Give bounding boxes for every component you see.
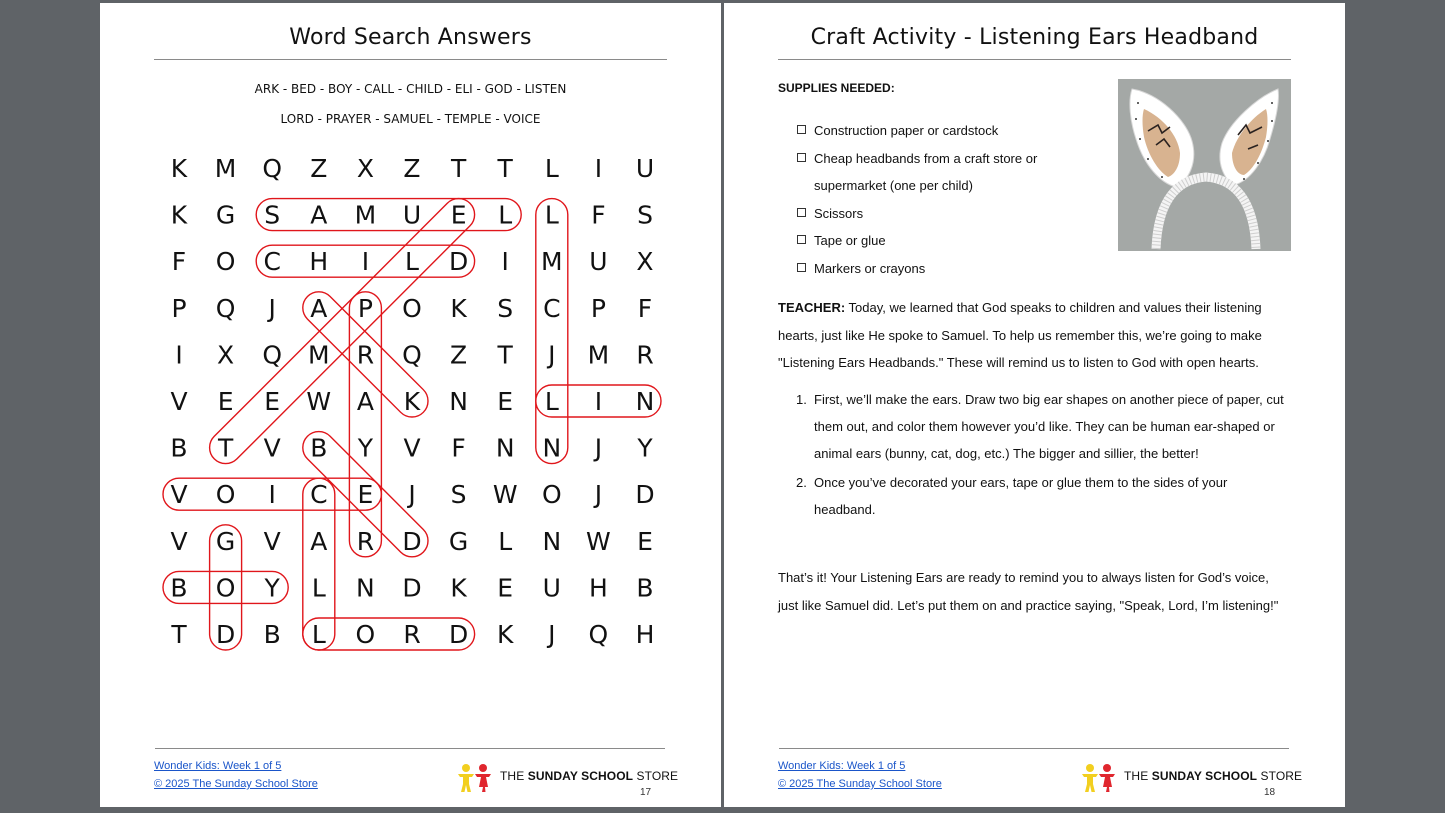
grid-letter: S [637, 200, 653, 230]
brand-figures-icon [455, 763, 497, 793]
grid-letter: J [268, 293, 276, 323]
grid-letter: M [354, 200, 377, 230]
checkbox-icon[interactable] [797, 208, 806, 217]
grid-letter: F [171, 247, 187, 277]
grid-letter: F [637, 293, 653, 323]
grid-letter: A [310, 526, 328, 556]
grid-letter: E [450, 200, 467, 230]
grid-letter: Z [310, 154, 328, 183]
grid-letter: O [541, 480, 562, 510]
title-divider [778, 59, 1291, 60]
grid-letter: M [308, 340, 330, 370]
grid-letter: J [594, 433, 603, 463]
grid-letter: K [170, 154, 188, 183]
grid-letter: T [217, 433, 234, 463]
grid-letter: Q [402, 340, 422, 370]
grid-letter: R [356, 340, 375, 370]
grid-letter: G [215, 526, 236, 556]
grid-letter: J [408, 480, 416, 510]
grid-letter: P [171, 293, 187, 323]
grid-letter: U [635, 154, 655, 183]
headband-photo [1118, 79, 1291, 251]
closing-paragraph: That’s it! Your Listening Ears are ready to remind you to always listen for God’s voice, just like Samuel did. Let’s put them on and practice saying, "Speak, Lord, I’m listening!" [778, 570, 1279, 613]
grid-letter: K [403, 387, 421, 416]
grid-letter: V [170, 480, 188, 510]
grid-letter: M [541, 247, 563, 277]
grid-letter: A [310, 200, 328, 230]
page-word-search [100, 3, 721, 807]
answer-ring-listen [536, 199, 568, 464]
footer-copyright-link[interactable]: © 2025 The Sunday School Store [778, 778, 942, 790]
word-list-line-1: ARK - BED - BOY - CALL - CHILD - ELI - GOD - LISTEN [254, 82, 567, 96]
grid-letter: E [497, 387, 514, 416]
grid-letter: N [635, 387, 655, 416]
grid-letter: A [356, 387, 374, 416]
grid-letter: K [450, 293, 467, 323]
grid-letter: B [310, 433, 328, 463]
grid-letter: E [264, 387, 281, 416]
footer-divider [155, 748, 665, 749]
grid-letter: U [589, 247, 608, 277]
page-title: Craft Activity - Listening Ears Headband [810, 25, 1259, 50]
grid-letter: D [402, 573, 422, 603]
grid-letter: E [217, 387, 234, 416]
grid-letter: N [495, 433, 515, 463]
grid-letter: I [175, 340, 183, 370]
grid-letter: L [544, 200, 559, 230]
grid-letter: H [309, 247, 329, 277]
grid-letter: O [402, 293, 422, 323]
grid-letter: E [497, 573, 514, 603]
grid-letter: S [497, 293, 514, 323]
grid-letter: Q [215, 293, 236, 323]
page-title: Word Search Answers [289, 25, 532, 50]
grid-letter: O [215, 480, 236, 510]
grid-letter: D [635, 480, 655, 510]
grid-letter: X [636, 247, 654, 277]
grid-letter: T [450, 154, 467, 183]
page-number: 18 [1264, 787, 1276, 798]
grid-letter: K [496, 620, 514, 649]
grid-letter: V [263, 526, 281, 556]
grid-letter: R [636, 340, 654, 370]
grid-letter: O [215, 247, 236, 277]
grid-letter: P [357, 293, 373, 323]
grid-letter: C [263, 247, 281, 277]
footer-series-link[interactable]: Wonder Kids: Week 1 of 5 [778, 760, 906, 772]
grid-letter: X [356, 154, 374, 183]
grid-letter: Y [357, 433, 374, 463]
grid-letter: X [217, 340, 235, 370]
grid-letter: F [591, 200, 606, 230]
grid-letter: L [544, 154, 559, 183]
checkbox-icon[interactable] [797, 263, 806, 272]
page-number: 17 [640, 787, 652, 798]
grid-letter: B [263, 620, 281, 649]
grid-letter: V [170, 387, 188, 416]
grid-letter: C [310, 480, 328, 510]
grid-letter: R [356, 526, 375, 556]
supply-item: Cheap headbands from a craft store or supermarket (one per child) [797, 145, 1079, 200]
grid-letter: A [310, 293, 328, 323]
checkbox-icon[interactable] [797, 153, 806, 162]
grid-letter: R [403, 620, 421, 649]
grid-letter: S [450, 480, 467, 510]
grid-letter: O [215, 573, 236, 603]
grid-letter: H [588, 573, 608, 603]
footer-series-link[interactable]: Wonder Kids: Week 1 of 5 [154, 760, 282, 772]
answer-ring-samuel [256, 199, 521, 231]
grid-letter: N [542, 433, 562, 463]
checkbox-icon[interactable] [797, 235, 806, 244]
grid-letter: L [311, 620, 326, 649]
grid-letter: W [586, 526, 611, 556]
step-item: 2. Once you’ve decorated your ears, tape or glue them to the sides of your headband. [796, 474, 1228, 517]
grid-letter: Z [403, 154, 421, 183]
grid-letter: U [542, 573, 561, 603]
grid-letter: D [448, 620, 469, 649]
grid-letter: K [170, 200, 188, 230]
teacher-paragraph: TEACHER: Today, we learned that God speaks to children and values their listening hearts, just like He spoke to Samuel. To help us remember this, we’re going to make "Listening Ears Headbands." These will remind us to listen to God with open hearts. [778, 300, 1262, 370]
brand-logo [455, 763, 679, 793]
grid-letter: L [498, 526, 513, 556]
grid-letter: L [311, 573, 326, 603]
grid-letter: D [448, 247, 469, 277]
grid-letter: N [542, 526, 562, 556]
brand-logo [1079, 763, 1303, 793]
supply-item: Tape or glue [797, 227, 1097, 255]
grid-letter: I [501, 247, 509, 277]
craft-steps [796, 386, 1291, 523]
grid-letter: D [402, 526, 422, 556]
grid-letter: N [449, 387, 468, 416]
grid-letter: U [402, 200, 422, 230]
grid-letter: E [637, 526, 653, 556]
grid-letter: S [264, 200, 281, 230]
grid-letter: Z [450, 340, 468, 370]
supply-item: Markers or crayons [797, 255, 1097, 283]
grid-letter: V [263, 433, 281, 463]
grid-letter: T [497, 340, 513, 370]
grid-letter: Q [262, 340, 283, 370]
footer-copyright-link[interactable]: © 2025 The Sunday School Store [154, 778, 318, 790]
grid-letter: I [268, 480, 276, 510]
grid-letter: I [361, 247, 370, 277]
grid-letter: L [498, 200, 513, 230]
grid-letter: G [448, 526, 469, 556]
grid-letter: J [548, 620, 556, 649]
grid-letter: B [636, 573, 654, 603]
grid-letter: E [357, 480, 374, 510]
checkbox-icon[interactable] [797, 125, 806, 134]
grid-letter: Y [264, 573, 280, 603]
answer-ring-temple [203, 192, 481, 470]
grid-letter: C [543, 293, 561, 323]
brand-figures-icon [1079, 763, 1121, 793]
word-search-grid [100, 3, 721, 703]
grid-letter: M [587, 340, 610, 370]
grid-letter: B [170, 573, 188, 603]
grid-letter: K [450, 573, 467, 603]
grid-letter: H [635, 620, 655, 649]
grid-letter: D [215, 620, 236, 649]
grid-letter: V [170, 526, 188, 556]
grid-letter: J [548, 340, 556, 370]
grid-letter: P [590, 293, 606, 323]
step-item: 1. First, we’ll make the ears. Draw two big ear shapes on another piece of paper, cut them out, and color them however you’d like. They can be human ear-shaped or animal ears (bunny, cat, dog, etc.) The bigger and sillier, the better! [796, 392, 1284, 462]
grid-letter: F [451, 433, 466, 463]
grid-letter: Y [637, 433, 653, 463]
grid-letter: J [594, 480, 603, 510]
brand-name: THE SUNDAY SCHOOL STORE [1124, 769, 1303, 783]
grid-letter: O [355, 620, 376, 649]
grid-letter: L [544, 387, 559, 416]
brand-name: THE SUNDAY SCHOOL STORE [500, 769, 679, 783]
grid-letter: I [594, 154, 603, 183]
grid-letter: W [306, 387, 332, 416]
grid-letter: G [215, 200, 236, 230]
page-craft-activity [724, 3, 1345, 807]
grid-letter: T [497, 154, 513, 183]
grid-letter: N [356, 573, 375, 603]
word-list-line-2: LORD - PRAYER - SAMUEL - TEMPLE - VOICE [280, 112, 541, 126]
grid-letter: B [170, 433, 188, 463]
supply-item: Construction paper or cardstock [797, 117, 1097, 145]
grid-letter: L [405, 247, 419, 277]
grid-letters [170, 154, 654, 649]
grid-letter: I [594, 387, 603, 416]
supply-item: Scissors [797, 200, 1097, 228]
grid-letter: T [171, 620, 187, 649]
grid-letter: W [492, 480, 518, 510]
grid-letter: V [403, 433, 421, 463]
grid-letter: M [214, 154, 237, 183]
supplies-checklist [797, 117, 1097, 282]
supplies-heading: SUPPLIES NEEDED: [778, 81, 895, 95]
footer-divider [779, 748, 1289, 749]
grid-letter: Q [262, 154, 283, 183]
grid-letter: Q [588, 620, 609, 649]
